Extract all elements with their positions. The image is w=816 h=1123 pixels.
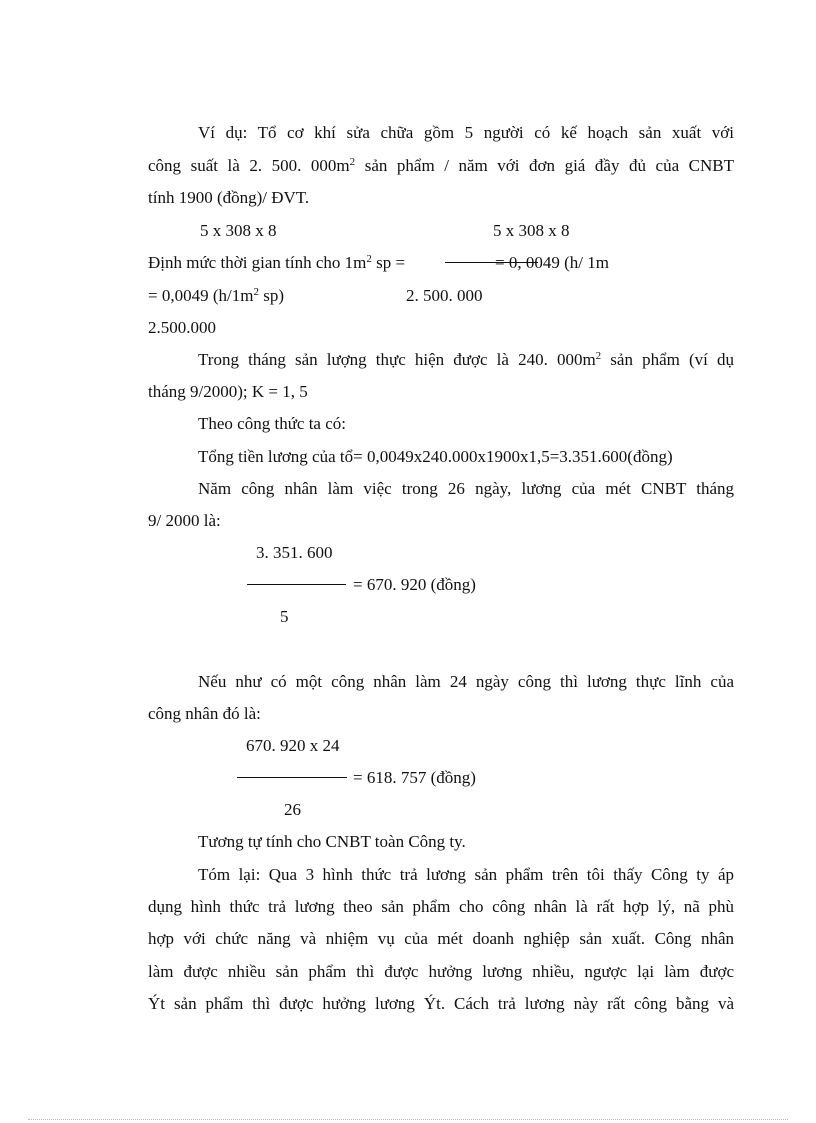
paragraph-2-line-2: tháng 9/2000); K = 1, 5: [148, 382, 308, 401]
text-span: Định mức thời gian tính cho 1m: [148, 253, 367, 272]
formula-1-numerator-right: 5 x 308 x 8: [493, 221, 570, 240]
text-span: Trong tháng sản lượng thực hiện được là 240. 000m: [198, 350, 596, 369]
paragraph-4: Tổng tiền lương của tổ= 0,0049x240.000x1900x1,5=3.351.600(đồng): [198, 447, 673, 466]
paragraph-8-line-2: dụng hình thức trả lương theo sản phẩm cho công nhân là rất hợp lý, nã phù: [148, 897, 734, 916]
text-span: sp): [258, 286, 284, 305]
fraction-2-denominator: 5: [280, 607, 289, 626]
superscript: 2: [366, 253, 372, 265]
formula-1-result: = 0, 0049 (h/ 1m: [495, 253, 609, 272]
paragraph-7: Tương tự tính cho CNBT toàn Công ty.: [198, 832, 466, 851]
fraction-2-numerator: 3. 351. 600: [256, 543, 333, 562]
page-footer-divider: [28, 1119, 788, 1120]
formula-1-line-a: [148, 254, 405, 271]
formula-1-denominator-right: 2. 500. 000: [406, 286, 483, 305]
paragraph-1-line-3: tính 1900 (đồng)/ ĐVT.: [148, 188, 310, 207]
text-span: sản phẩm (ví dụ: [601, 350, 734, 369]
text-span: = 0,0049 (h/1m: [148, 286, 254, 305]
fraction-3-bar: [237, 777, 347, 778]
paragraph-8-line-3: hợp với chức năng và nhiệm vụ của mét doanh nghiệp sản xuất. Công nhân: [148, 929, 734, 948]
paragraph-8-line-1: Tóm lại: Qua 3 hình thức trả lương sản phẩm trên tôi thấy Công ty áp: [198, 865, 734, 884]
text-span: sản phẩm / năm với đơn giá đầy đủ của CNBT: [355, 156, 735, 175]
paragraph-2-line-1: [198, 351, 734, 368]
paragraph-3: Theo công thức ta có:: [198, 414, 346, 433]
paragraph-8-line-5: Ýt sản phẩm thì được hưởng lương Ýt. Cách trả lương này rất công bằng và: [148, 994, 734, 1013]
fraction-3-denominator: 26: [284, 800, 301, 819]
superscript: 2: [595, 350, 602, 362]
paragraph-1-line-2: [148, 157, 734, 174]
formula-1-numerator-left: 5 x 308 x 8: [200, 221, 277, 240]
paragraph-5-line-1: Năm công nhân làm việc trong 26 ngày, lương của mét CNBT tháng: [198, 479, 734, 498]
paragraph-6-line-1: Nếu như có một công nhân làm 24 ngày công thì lương thực lĩnh của: [198, 672, 734, 691]
fraction-3-numerator: 670. 920 x 24: [246, 736, 340, 755]
formula-1-line-b: [148, 287, 284, 304]
paragraph-6-line-2: công nhân đó là:: [148, 704, 261, 723]
fraction-3-result: = 618. 757 (đồng): [353, 768, 476, 787]
paragraph-1-line-1: Ví dụ: Tổ cơ khí sửa chữa gồm 5 người có kế hoạch sản xuất với: [198, 123, 734, 142]
fraction-2-bar: [247, 584, 346, 585]
text-span: sp =: [371, 253, 406, 272]
fraction-2-result: = 670. 920 (đồng): [353, 575, 476, 594]
superscript: 2: [253, 286, 259, 298]
paragraph-5-line-2: 9/ 2000 là:: [148, 511, 221, 530]
paragraph-8-line-4: làm được nhiều sản phẩm thì được hưởng lương nhiều, ngược lại làm được: [148, 962, 734, 981]
text-span: công suất là 2. 500. 000m: [148, 156, 350, 175]
formula-1-denominator-left: 2.500.000: [148, 318, 216, 337]
superscript: 2: [349, 156, 356, 168]
